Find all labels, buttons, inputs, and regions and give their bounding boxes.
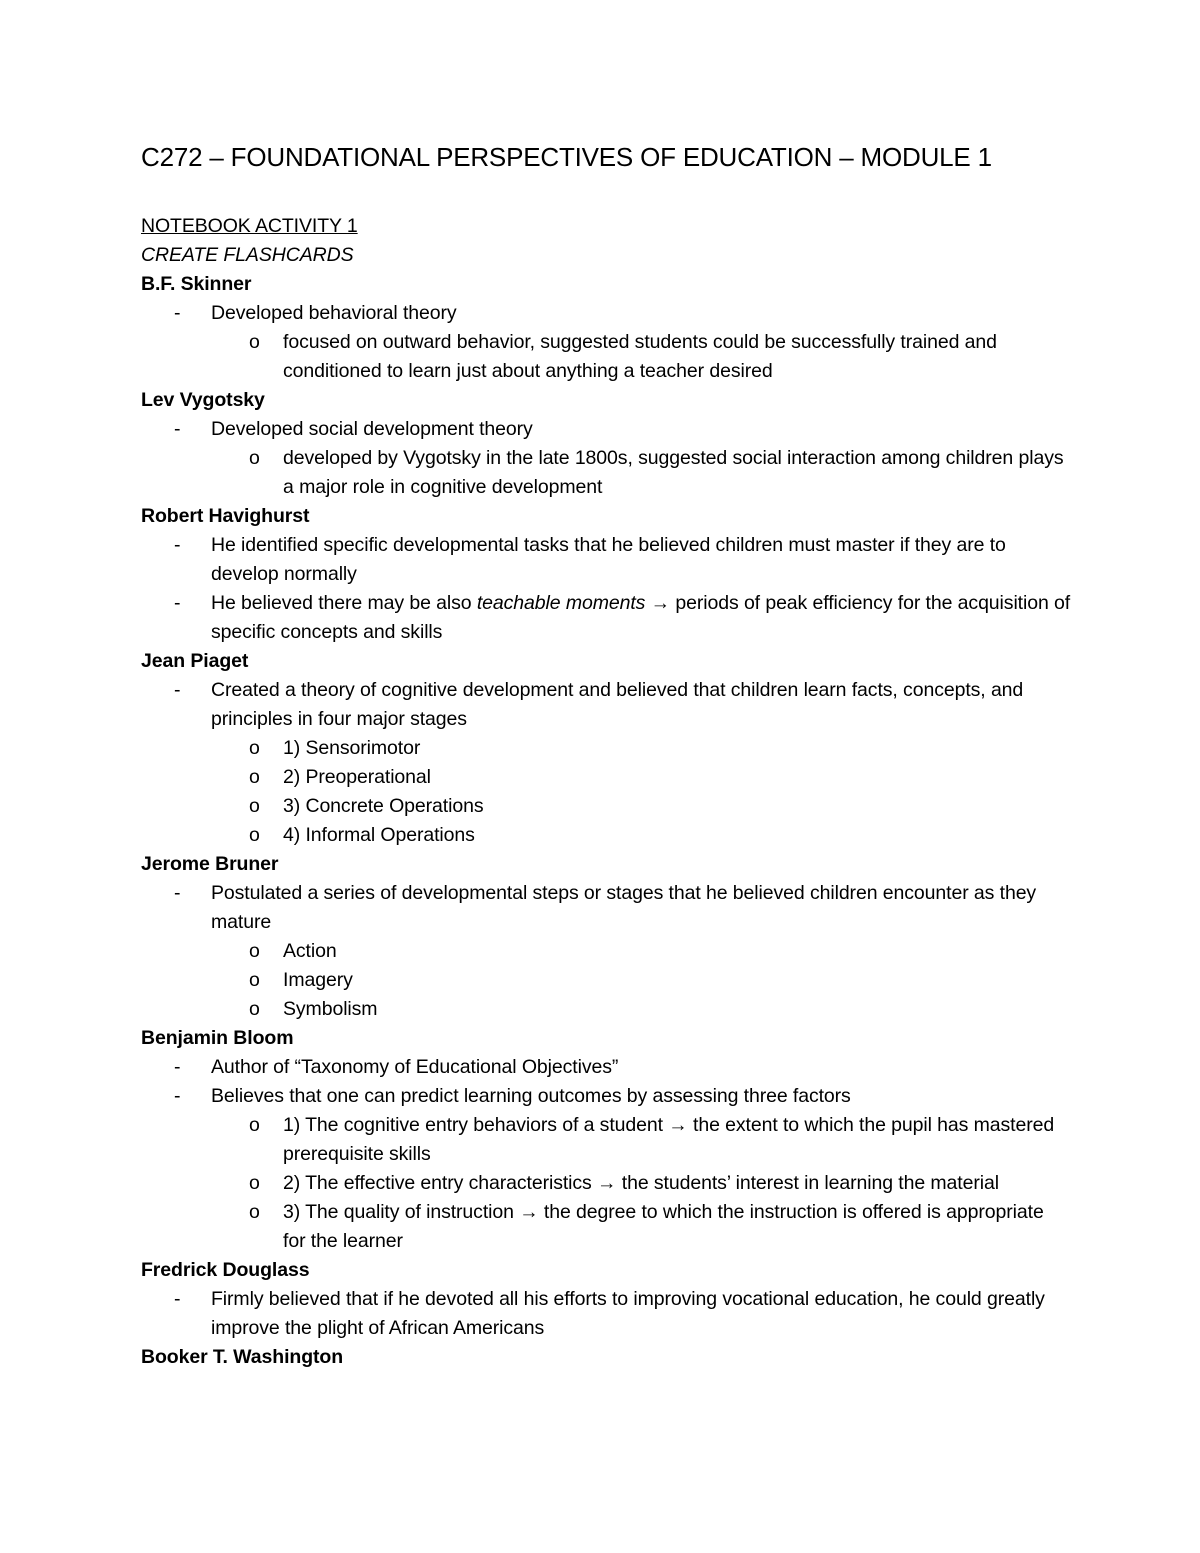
sub-list-item-text: Imagery (283, 969, 353, 991)
sub-list-item (141, 1111, 1071, 1169)
sub-list-item (141, 763, 1071, 792)
page-title: C272 – FOUNDATIONAL PERSPECTIVES OF EDUCATION – MODULE 1 (141, 142, 992, 172)
sub-list-item-text (283, 1169, 1071, 1198)
dash-bullet: - (174, 418, 181, 440)
list-item-text (211, 589, 1071, 647)
sub-list-item (141, 792, 1071, 821)
sub-list-item-text: 3) Concrete Operations (283, 795, 484, 817)
text-part: He believed there may be also (211, 592, 477, 614)
list-item (141, 1285, 1071, 1343)
sub-list-item (141, 821, 1071, 850)
circle-bullet: o (249, 331, 260, 353)
text-part: the students’ interest in learning the material (616, 1172, 999, 1194)
dash-bullet: - (174, 1288, 181, 1310)
text-part: the extent to which the pupil has mastered prerequisite skills (283, 1114, 1055, 1165)
list-item-text: Firmly believed that if he devoted all his efforts to improving vocational education, he could greatly improve the plight of African Americans (211, 1288, 1045, 1339)
dash-bullet: - (174, 534, 181, 556)
list-item-text: He identified specific developmental tasks that he believed children must master if they are to develop normally (211, 534, 1006, 585)
sub-list-item (141, 734, 1071, 763)
sub-list-item-text: Action (283, 940, 337, 962)
sub-list-item-text: 4) Informal Operations (283, 824, 475, 846)
list-item (141, 299, 1071, 328)
circle-bullet: o (249, 1114, 260, 1136)
person-name: Jean Piaget (141, 650, 249, 672)
text-part: 2) The effective entry characteristics (283, 1172, 592, 1194)
list-item (141, 531, 1071, 589)
text-part: 3) The quality of instruction (283, 1201, 514, 1223)
person-name: B.F. Skinner (141, 273, 252, 295)
text-part: 1) The cognitive entry behaviors of a student (283, 1114, 663, 1136)
text-part: periods of peak efficiency for the acquisition of specific concepts and skills (211, 592, 1071, 643)
italic-term: teachable moments (476, 592, 646, 614)
sub-list-item-text: Symbolism (283, 998, 378, 1020)
circle-bullet: o (249, 766, 260, 788)
arrow-icon: → (519, 1201, 539, 1223)
sub-list-item (141, 1198, 1071, 1256)
circle-bullet: o (249, 824, 260, 846)
person-name: Benjamin Bloom (141, 1027, 294, 1049)
arrow-icon: → (597, 1172, 617, 1194)
circle-bullet: o (249, 737, 260, 759)
dash-bullet: - (174, 679, 181, 701)
section-heading: NOTEBOOK ACTIVITY 1 (141, 215, 358, 237)
list-item (141, 879, 1071, 937)
sub-list-item-text (283, 1111, 1071, 1169)
sub-list-item-text (283, 1198, 1071, 1256)
circle-bullet: o (249, 998, 260, 1020)
list-item (141, 676, 1071, 734)
list-item (141, 1082, 1071, 1111)
sub-list-item (141, 444, 1071, 502)
person-name: Booker T. Washington (141, 1346, 344, 1368)
list-item-text: Created a theory of cognitive development and believed that children learn facts, concepts, and principles in four major stages (211, 679, 1024, 730)
circle-bullet: o (249, 969, 260, 991)
list-item-text: Believes that one can predict learning outcomes by assessing three factors (211, 1085, 851, 1107)
circle-bullet: o (249, 447, 260, 469)
person-name: Lev Vygotsky (141, 389, 265, 411)
list-item-text: Postulated a series of developmental steps or stages that he believed children encounter as they mature (211, 882, 1037, 933)
sub-list-item-text: developed by Vygotsky in the late 1800s, suggested social interaction among children plays a major role in cognitive development (283, 447, 1064, 498)
person-name: Jerome Bruner (141, 853, 279, 875)
document-page (141, 140, 1071, 1372)
person-name: Robert Havighurst (141, 505, 310, 527)
text-part: the degree to which the instruction is offered is appropriate for the learner (283, 1201, 1044, 1252)
person-name: Fredrick Douglass (141, 1259, 310, 1281)
dash-bullet: - (174, 1056, 181, 1078)
arrow-icon: → (650, 592, 671, 614)
sub-list-item (141, 995, 1071, 1024)
dash-bullet: - (174, 1085, 181, 1107)
sub-list-item (141, 966, 1071, 995)
sub-list-item-text: 1) Sensorimotor (283, 737, 421, 759)
dash-bullet: - (174, 882, 181, 904)
list-item-text: Developed behavioral theory (211, 302, 457, 324)
sub-list-item (141, 1169, 1071, 1198)
sub-list-item-text: focused on outward behavior, suggested students could be successfully trained and conditioned to learn just about anything a teacher desired (283, 331, 997, 382)
sub-list-item-text: 2) Preoperational (283, 766, 431, 788)
dash-bullet: - (174, 302, 181, 324)
subheading: CREATE FLASHCARDS (141, 244, 354, 266)
list-item (141, 1053, 1071, 1082)
list-item (141, 589, 1071, 647)
circle-bullet: o (249, 795, 260, 817)
list-item-text: Author of “Taxonomy of Educational Objectives” (211, 1056, 619, 1078)
circle-bullet: o (249, 1201, 260, 1223)
list-item-text: Developed social development theory (211, 418, 533, 440)
arrow-icon: → (668, 1114, 688, 1136)
dash-bullet: - (174, 592, 181, 614)
sub-list-item (141, 328, 1071, 386)
circle-bullet: o (249, 1172, 260, 1194)
sub-list-item (141, 937, 1071, 966)
list-item (141, 415, 1071, 444)
circle-bullet: o (249, 940, 260, 962)
